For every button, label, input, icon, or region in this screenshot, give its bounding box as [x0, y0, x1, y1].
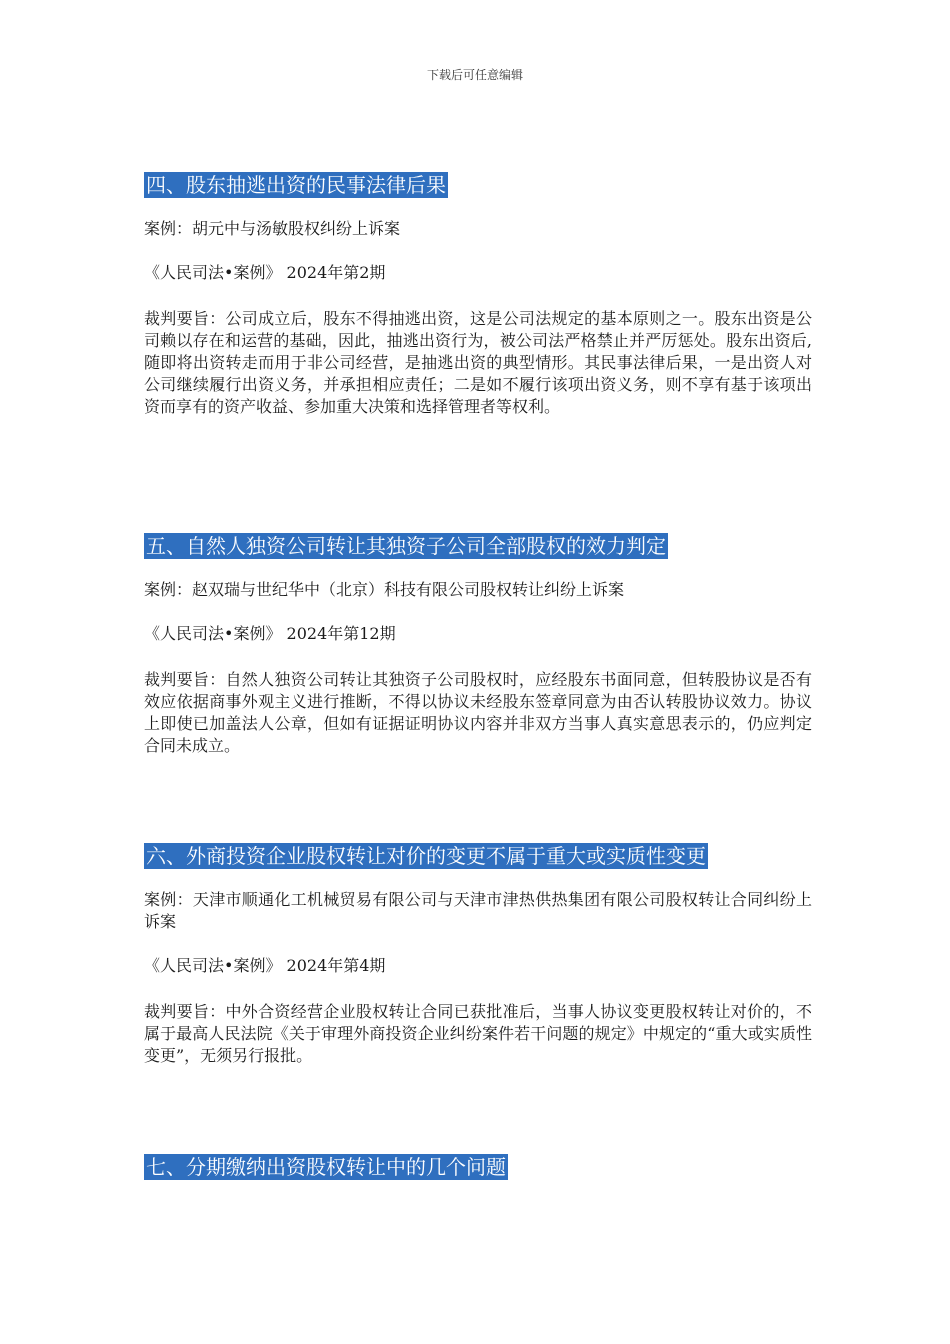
case-title: 案例：胡元中与汤敏股权纠纷上诉案	[144, 219, 401, 238]
section-7	[144, 1154, 812, 1180]
section-4	[144, 172, 812, 418]
case-summary: 裁判要旨：中外合资经营企业股权转让合同已获批准后，当事人协议变更股权转让对价的，不属于最高人民法院《关于审理外商投资企业纠纷案件若干问题的规定》中规定的“重大或实质性变更”，无须另行报批。	[144, 1002, 812, 1065]
section-6	[144, 843, 812, 1067]
page-header: 下载后可任意编辑	[426, 68, 523, 82]
section-heading: 五、自然人独资公司转让其独资子公司全部股权的效力判定	[146, 534, 666, 558]
case-title: 案例：天津市顺通化工机械贸易有限公司与天津市津热供热集团有限公司股权转让合同纠纷上诉案	[144, 890, 812, 931]
section-heading: 七、分期缴纳出资股权转让中的几个问题	[146, 1155, 506, 1179]
case-summary: 裁判要旨：自然人独资公司转让其独资子公司股权时，应经股东书面同意，但转股协议是否有效应依据商事外观主义进行推断，不得以协议未经股东签章同意为由否认转股协议效力。协议上即使已加盖法人公章，但如有证据证明协议内容并非双方当事人真实意思表示的，仍应判定合同未成立。	[144, 670, 812, 755]
case-summary: 裁判要旨：公司成立后，股东不得抽逃出资，这是公司法规定的基本原则之一。股东出资是公司赖以存在和运营的基础，因此，抽逃出资行为，被公司法严格禁止并严厉惩处。股东出资后,随即将出资转走而用于非公司经营，是抽逃出资的典型情形。其民事法律后果，一是出资人对公司继续履行出资义务，并承担相应责任；二是如不履行该项出资义务，则不享有基于该项出资而享有的资产收益、参加重大决策和选择管理者等权利。	[144, 309, 812, 416]
section-heading: 六、外商投资企业股权转让对价的变更不属于重大或实质性变更	[146, 844, 706, 868]
case-source: 《人民司法•案例》 2024年第4期	[144, 956, 386, 975]
case-source: 《人民司法•案例》 2024年第2期	[144, 263, 386, 282]
section-5	[144, 533, 812, 757]
case-source: 《人民司法•案例》 2024年第12期	[144, 624, 396, 643]
case-title: 案例：赵双瑞与世纪华中（北京）科技有限公司股权转让纠纷上诉案	[144, 580, 625, 599]
section-heading: 四、股东抽逃出资的民事法律后果	[146, 173, 446, 197]
